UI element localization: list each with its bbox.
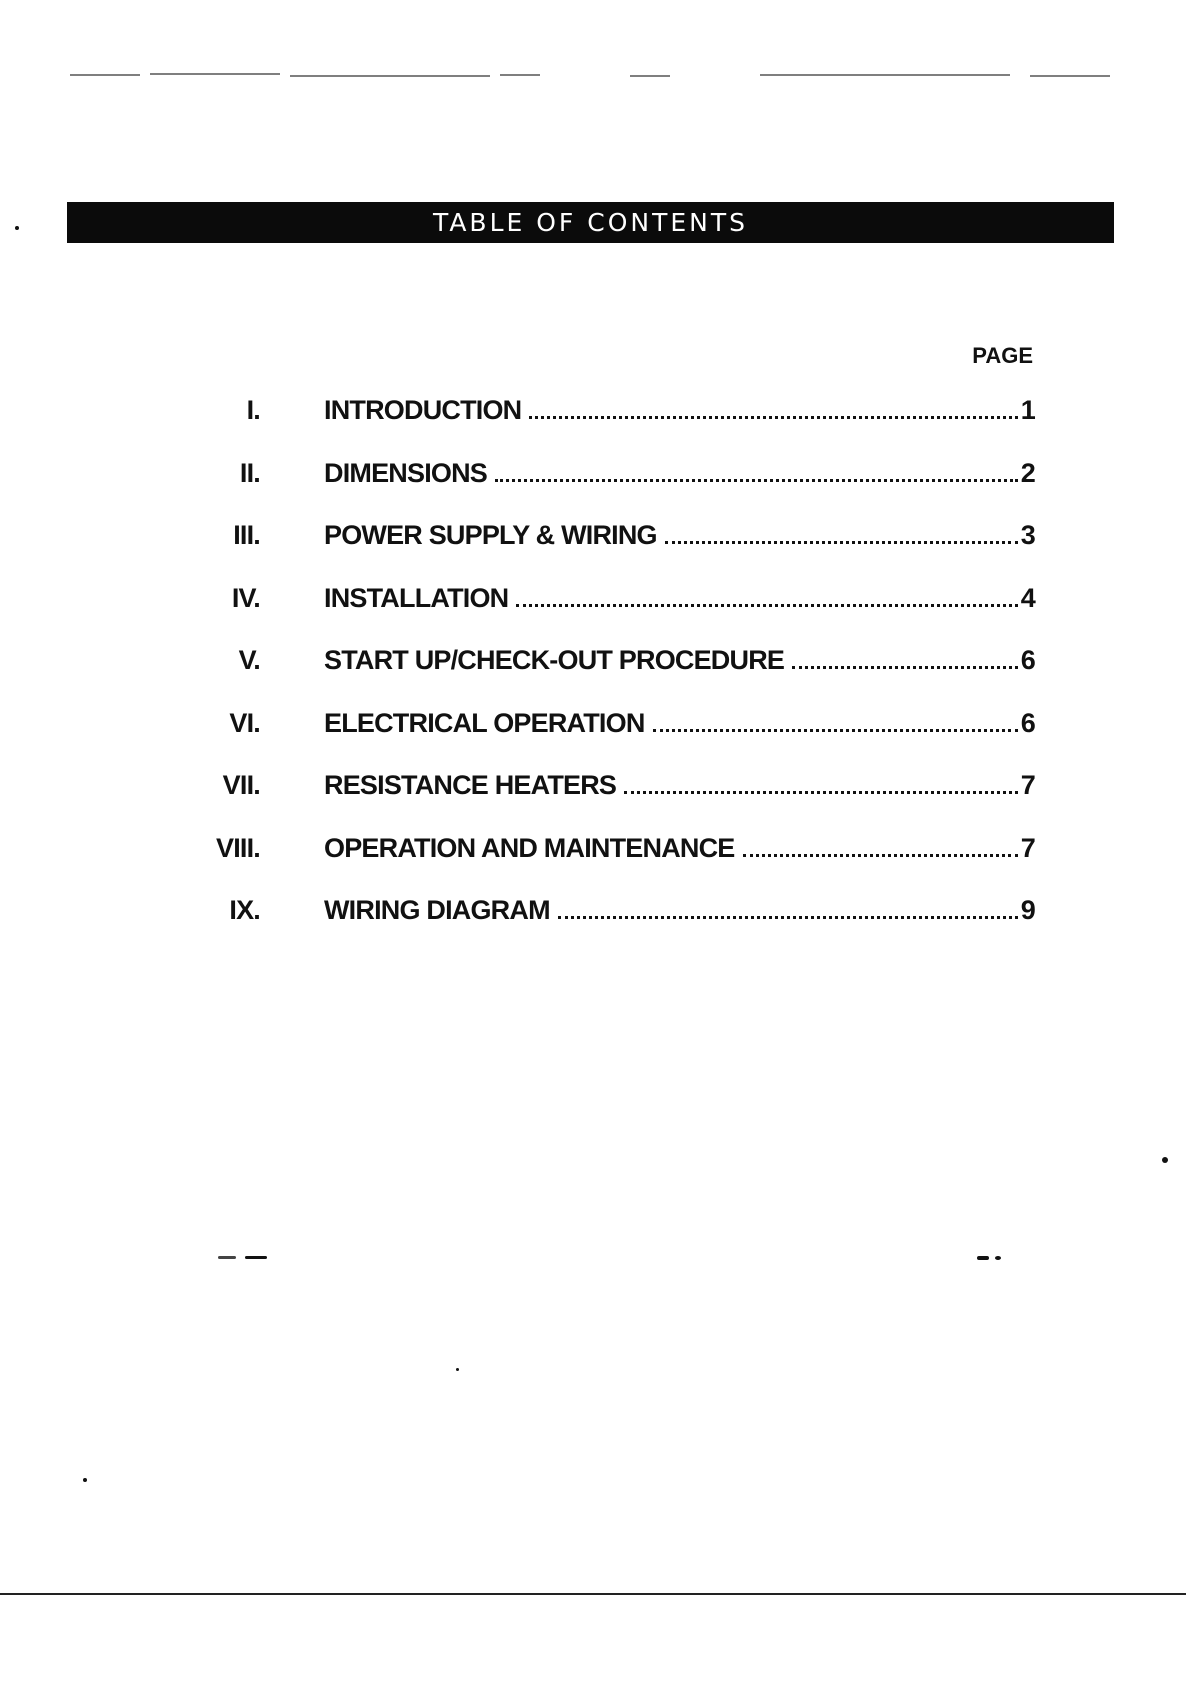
toc-entry-numeral: VI. (229, 707, 260, 738)
toc-entry-page: 6 (1020, 707, 1035, 738)
toc-entry-page: 1 (1020, 395, 1035, 425)
scan-speck (15, 226, 19, 230)
toc-entry-numeral: VIII. (215, 832, 260, 863)
scan-speck (245, 1256, 267, 1259)
toc-title-bar (67, 202, 1114, 243)
toc-entry-page: 7 (1020, 832, 1035, 863)
toc-entry-label: WIRING DIAGRAM (324, 895, 550, 925)
dot-leader (653, 729, 1018, 732)
toc-entry-page: 2 (1020, 457, 1035, 488)
toc-entry-page: 9 (1020, 895, 1035, 925)
scan-speck (83, 1478, 87, 1482)
bottom-rule (0, 1593, 1186, 1595)
toc-entry[interactable] (180, 520, 1035, 583)
toc-entry-label: ELECTRICAL OPERATION (324, 707, 645, 738)
dot-leader (558, 916, 1018, 919)
toc-entry-page: 6 (1020, 645, 1035, 675)
dot-leader (743, 854, 1018, 857)
dot-leader (624, 791, 1018, 794)
toc-entry-numeral: V. (238, 645, 260, 675)
toc-entry[interactable] (180, 708, 1035, 771)
toc-entry[interactable] (180, 458, 1035, 521)
scan-speck (995, 1256, 1001, 1260)
toc-entry-numeral: VII. (222, 770, 260, 800)
dot-leader (495, 479, 1018, 482)
scan-speck (1162, 1157, 1168, 1163)
toc-entry-numeral: I. (246, 395, 260, 425)
toc-entry-page: 7 (1020, 770, 1035, 800)
toc-entry-numeral: IX. (229, 895, 260, 925)
toc-entry-numeral: III. (233, 520, 260, 550)
toc-list (180, 395, 1035, 958)
toc-entry-page: 3 (1020, 520, 1035, 550)
toc-entry[interactable] (180, 895, 1035, 958)
toc-entry[interactable] (180, 583, 1035, 646)
toc-entry[interactable] (180, 645, 1035, 708)
scan-noise-strip (70, 72, 1120, 80)
toc-entry-page: 4 (1020, 582, 1035, 613)
scan-speck (977, 1256, 989, 1260)
toc-entry-label: START UP/CHECK-OUT PROCEDURE (324, 645, 785, 675)
scan-speck (456, 1368, 459, 1371)
toc-entry-label: DIMENSIONS (324, 457, 488, 488)
toc-entry-label: POWER SUPPLY & WIRING (324, 520, 657, 550)
toc-entry-label: OPERATION AND MAINTENANCE (324, 832, 735, 863)
toc-entry[interactable] (180, 770, 1035, 833)
dot-leader (516, 604, 1017, 607)
page-column-header: PAGE (972, 343, 1033, 368)
dot-leader (529, 416, 1017, 419)
toc-entry[interactable] (180, 395, 1035, 458)
toc-entry-label: INTRODUCTION (324, 395, 522, 425)
scan-speck (218, 1256, 236, 1259)
dot-leader (792, 666, 1018, 669)
toc-entry-label: INSTALLATION (324, 582, 509, 613)
toc-entry-numeral: II. (239, 457, 260, 488)
toc-entry-label: RESISTANCE HEATERS (324, 770, 617, 800)
toc-entry[interactable] (180, 833, 1035, 896)
toc-title: TABLE OF CONTENTS (432, 208, 748, 237)
dot-leader (665, 541, 1018, 544)
toc-entry-numeral: IV. (231, 582, 260, 613)
